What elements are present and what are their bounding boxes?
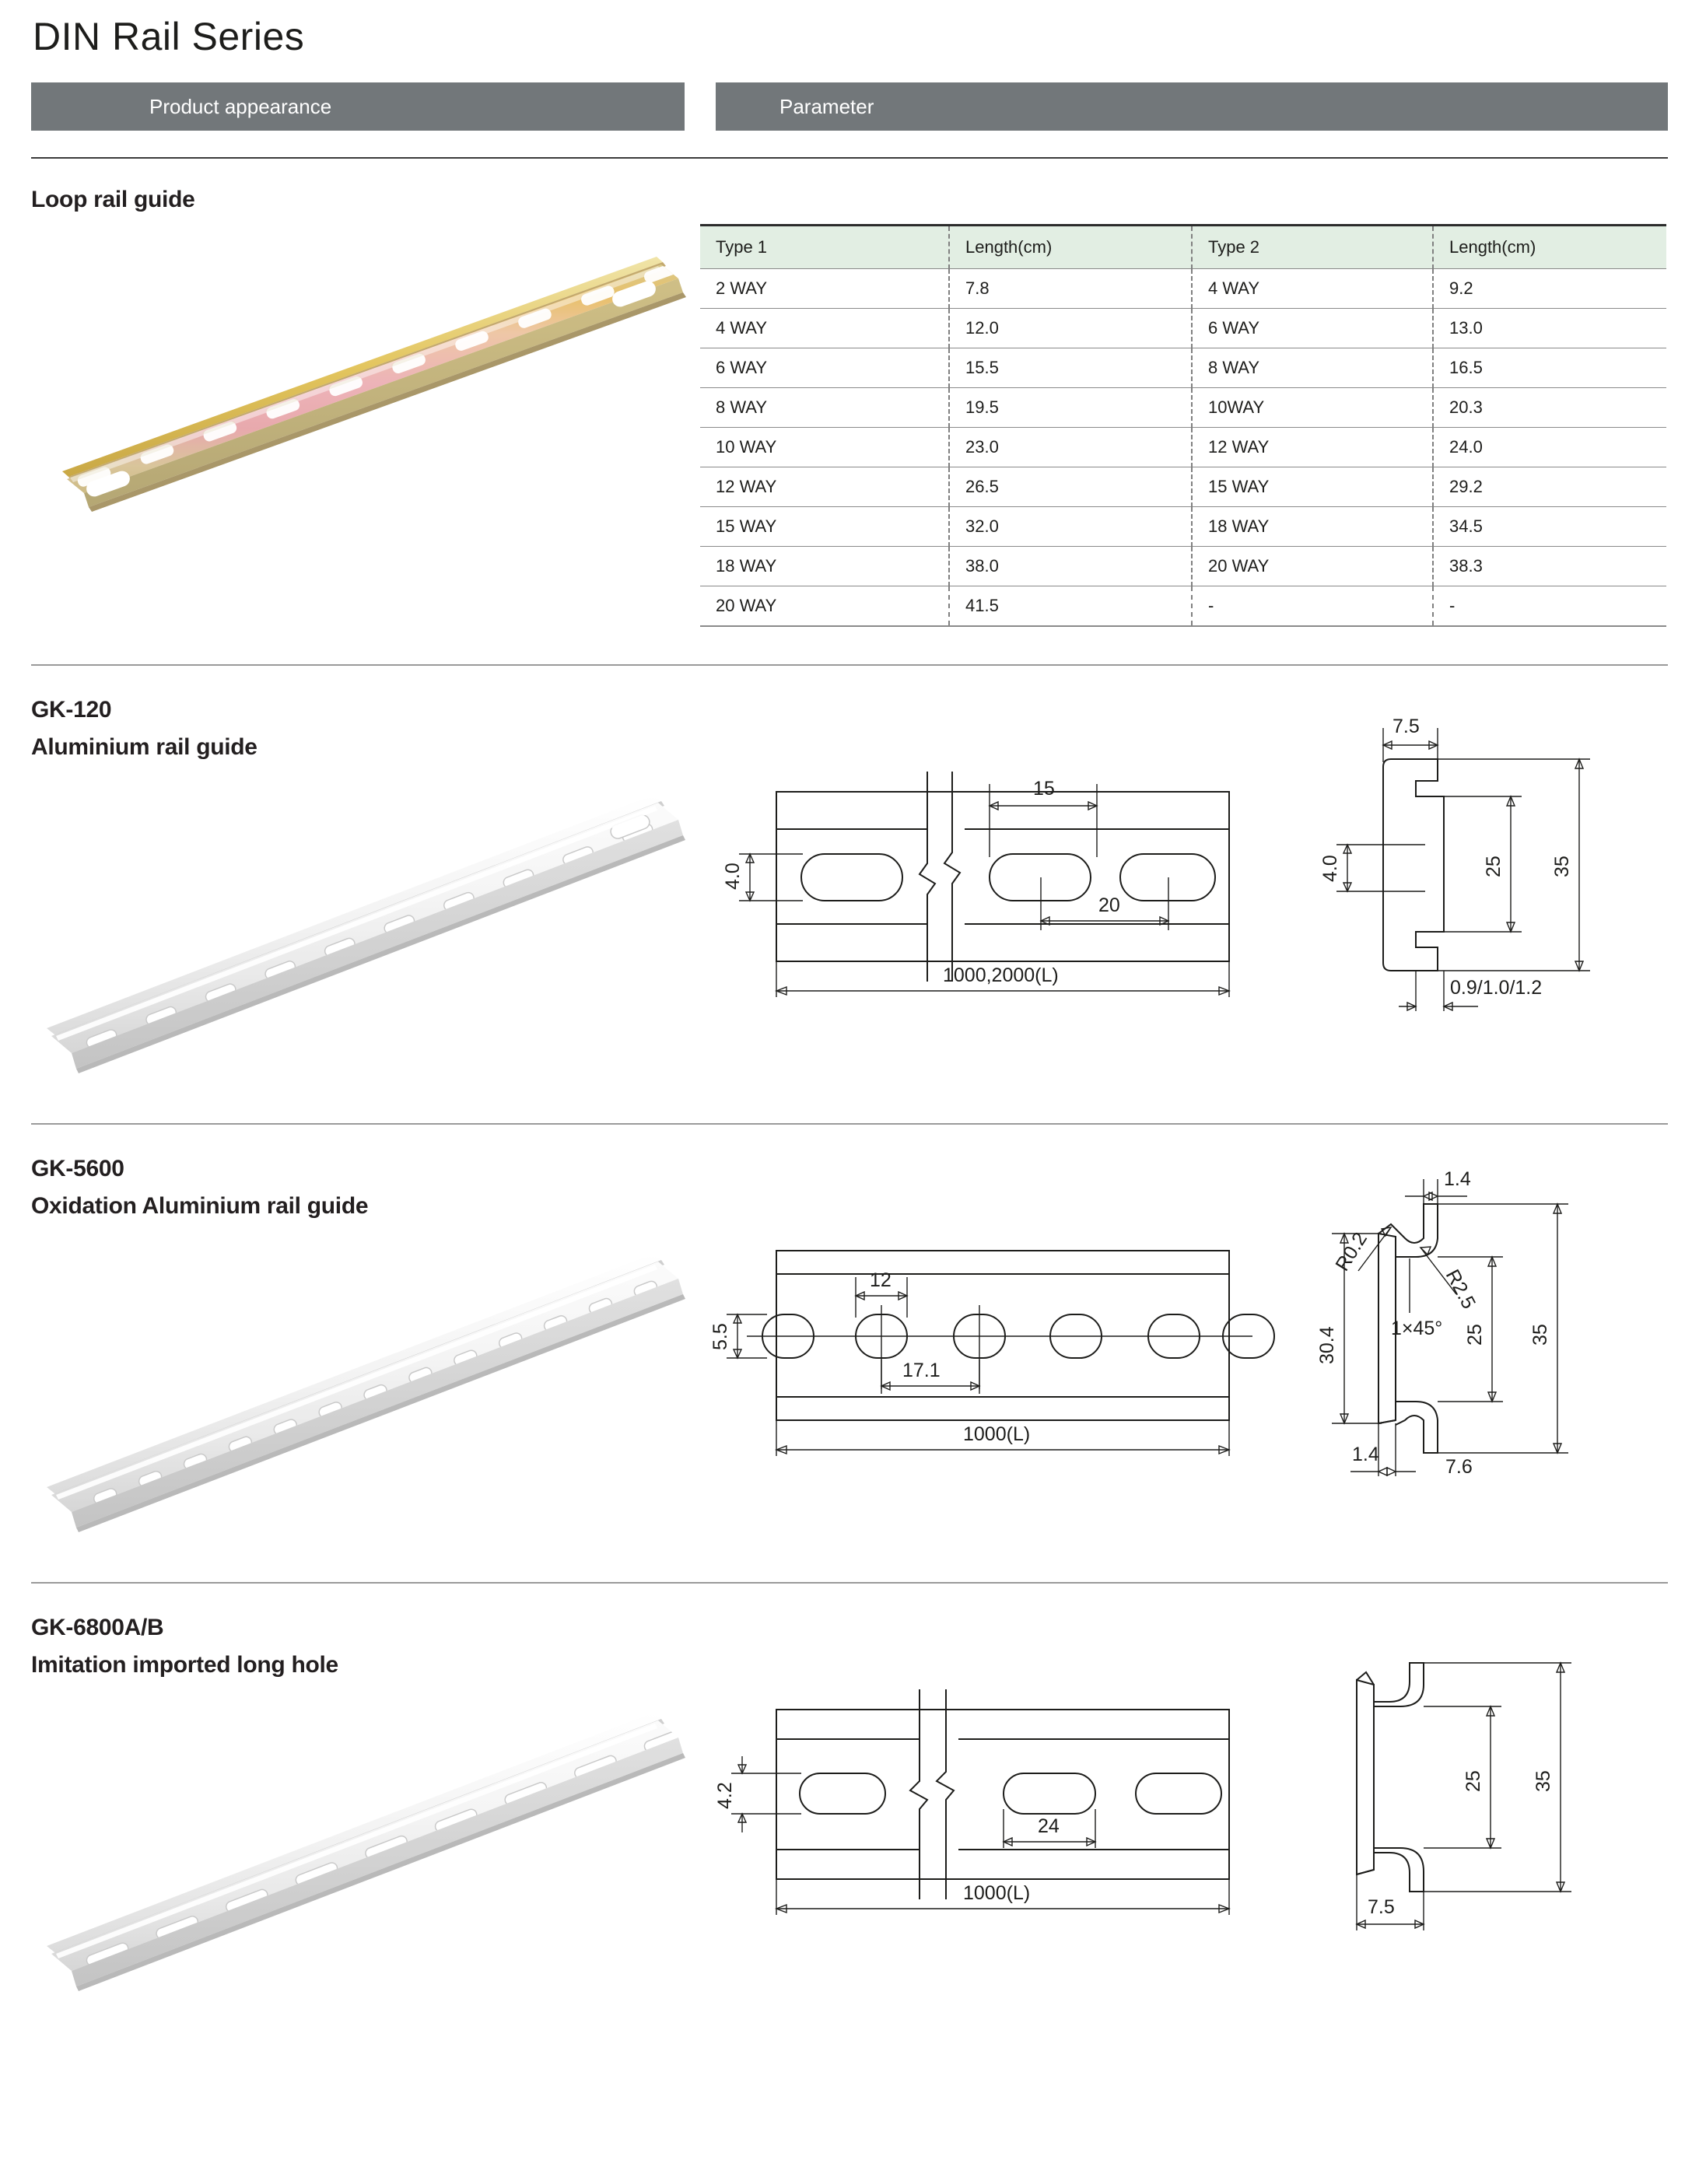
table-row	[700, 467, 1666, 507]
cell-length1: 26.5	[949, 467, 1192, 507]
gk6800-plan-drawing	[716, 1615, 1291, 2013]
cell-length2: -	[1433, 586, 1666, 627]
cell-type2: 6 WAY	[1192, 309, 1433, 348]
cell-length1: 23.0	[949, 428, 1192, 467]
cell-length1: 41.5	[949, 586, 1192, 627]
section-gk-6800	[31, 1584, 1668, 2041]
gk5600-code: GK-5600	[31, 1156, 124, 1181]
gk6800-length-label: 1000(L)	[963, 1882, 1031, 1904]
cell-length2: 16.5	[1433, 348, 1666, 388]
cell-length2: 24.0	[1433, 428, 1666, 467]
cell-type2: 10WAY	[1192, 388, 1433, 428]
section-gk-120	[31, 666, 1668, 1123]
page-title: DIN Rail Series	[33, 15, 305, 58]
cell-length1: 32.0	[949, 507, 1192, 547]
gk6800-section-drawing	[1291, 1615, 1668, 2013]
cell-type1: 10 WAY	[700, 428, 949, 467]
cell-length2: 20.3	[1433, 388, 1666, 428]
cell-type2: -	[1192, 586, 1433, 627]
cell-length1: 7.8	[949, 269, 1192, 309]
table-row	[700, 388, 1666, 428]
gk6800-code: GK-6800A/B	[31, 1615, 164, 1640]
column-headers	[31, 82, 1668, 131]
din-rail-aluminium-photo	[31, 768, 700, 1095]
cell-length1: 19.5	[949, 388, 1192, 428]
cell-type1: 8 WAY	[700, 388, 949, 428]
gk5600-subtitle: Oxidation Aluminium rail guide	[31, 1193, 369, 1219]
gk120-section-drawing	[1291, 697, 1668, 1095]
cell-length2: 38.3	[1433, 547, 1666, 586]
gk5600-hole-width-label: 12	[870, 1269, 892, 1291]
table-row	[700, 428, 1666, 467]
section-gk-5600	[31, 1125, 1668, 1582]
gk5600-titleblock	[31, 1156, 716, 1220]
gk5600-section-drawing	[1291, 1156, 1668, 1554]
column-header-type2: Type 2	[1192, 226, 1433, 269]
column-header-length2: Length(cm)	[1433, 226, 1666, 269]
header-parameter	[716, 82, 1668, 131]
gk6800-overall-height-label: 35	[1533, 1770, 1554, 1792]
loop-rail-right-column	[700, 187, 1668, 664]
gk6800-hole-width-label: 24	[1038, 1815, 1060, 1837]
gk6800-lip-width-label: 7.5	[1368, 1896, 1395, 1918]
column-header-length1: Length(cm)	[949, 226, 1192, 269]
cell-type1: 12 WAY	[700, 467, 949, 507]
gk5600-radius-small-label: R0.2	[1331, 1228, 1372, 1276]
cell-type1: 20 WAY	[700, 586, 949, 627]
header-parameter-label: Parameter	[779, 94, 874, 118]
cell-type1: 18 WAY	[700, 547, 949, 586]
gk120-titleblock	[31, 697, 716, 761]
din-rail-long-hole-photo	[31, 1686, 700, 2013]
table-row	[700, 547, 1666, 586]
header-product-appearance	[31, 82, 685, 131]
cell-type1: 2 WAY	[700, 269, 949, 309]
gk120-code: GK-120	[31, 697, 112, 723]
cell-type2: 18 WAY	[1192, 507, 1433, 547]
table-row	[700, 507, 1666, 547]
gk5600-inner-height-label: 25	[1464, 1324, 1486, 1346]
loop-rail-title: Loop rail guide	[31, 187, 195, 212]
gk120-hole-height-label: 4.0	[722, 863, 744, 890]
gk120-thickness-label: 0.9/1.0/1.2	[1450, 977, 1543, 999]
gk5600-plan-drawing	[709, 1156, 1291, 1554]
gk5600-bottom-flange-label: 1.4	[1352, 1444, 1379, 1465]
cell-type1: 4 WAY	[700, 309, 949, 348]
cell-length2: 34.5	[1433, 507, 1666, 547]
cell-type2: 12 WAY	[1192, 428, 1433, 467]
table-row	[700, 586, 1666, 627]
parameter-table	[700, 224, 1666, 627]
gk5600-pitch-label: 17.1	[902, 1360, 941, 1381]
gk5600-left-column	[31, 1156, 716, 1554]
gk5600-length-label: 1000(L)	[963, 1423, 1031, 1445]
cell-type1: 15 WAY	[700, 507, 949, 547]
cell-type2: 15 WAY	[1192, 467, 1433, 507]
cell-length2: 9.2	[1433, 269, 1666, 309]
cell-length1: 15.5	[949, 348, 1192, 388]
gk5600-web-height-label: 30.4	[1316, 1326, 1338, 1364]
gk120-subtitle: Aluminium rail guide	[31, 734, 257, 760]
gk120-length-label: 1000,2000(L)	[943, 964, 1059, 986]
cell-length2: 13.0	[1433, 309, 1666, 348]
gk5600-base-width-label: 7.6	[1445, 1456, 1473, 1478]
gk120-slot-height-label: 4.0	[1319, 855, 1341, 882]
gk120-lip-width-label: 7.5	[1392, 716, 1420, 737]
gk120-inner-height-label: 25	[1483, 856, 1505, 877]
cell-type1: 6 WAY	[700, 348, 949, 388]
cell-length2: 29.2	[1433, 467, 1666, 507]
gk6800-inner-height-label: 25	[1463, 1770, 1484, 1792]
table-row	[700, 348, 1666, 388]
gk120-plan-drawing	[716, 697, 1291, 1095]
gk6800-subtitle: Imitation imported long hole	[31, 1652, 338, 1678]
gk5600-top-flange-label: 1.4	[1444, 1168, 1471, 1190]
table-row	[700, 269, 1666, 309]
gk5600-radius-large-label: R2.5	[1441, 1265, 1480, 1313]
gk120-left-column	[31, 697, 716, 1095]
gk120-overall-height-label: 35	[1551, 856, 1573, 877]
gk5600-hole-height-label: 5.5	[709, 1323, 731, 1350]
cell-length1: 38.0	[949, 547, 1192, 586]
gk6800-hole-height-label: 4.2	[714, 1782, 736, 1809]
gk5600-overall-height-label: 35	[1529, 1324, 1551, 1346]
din-rail-oxidation-aluminium-photo	[31, 1227, 700, 1554]
gk6800-titleblock	[31, 1615, 716, 1678]
gk120-pitch-label: 20	[1098, 894, 1120, 916]
din-rail-gold-zinc-photo	[39, 218, 692, 529]
header-product-appearance-label: Product appearance	[149, 94, 332, 118]
cell-length1: 12.0	[949, 309, 1192, 348]
cell-type2: 8 WAY	[1192, 348, 1433, 388]
gk5600-chamfer-label: 1×45°	[1391, 1318, 1443, 1339]
cell-type2: 4 WAY	[1192, 269, 1433, 309]
column-header-type1: Type 1	[700, 226, 949, 269]
loop-rail-left-column	[31, 187, 700, 664]
table-header-row	[700, 226, 1666, 269]
section-loop-rail-guide	[31, 159, 1668, 664]
gk6800-left-column	[31, 1615, 716, 2013]
table-row	[700, 309, 1666, 348]
cell-type2: 20 WAY	[1192, 547, 1433, 586]
gk120-hole-width-label: 15	[1033, 778, 1055, 800]
